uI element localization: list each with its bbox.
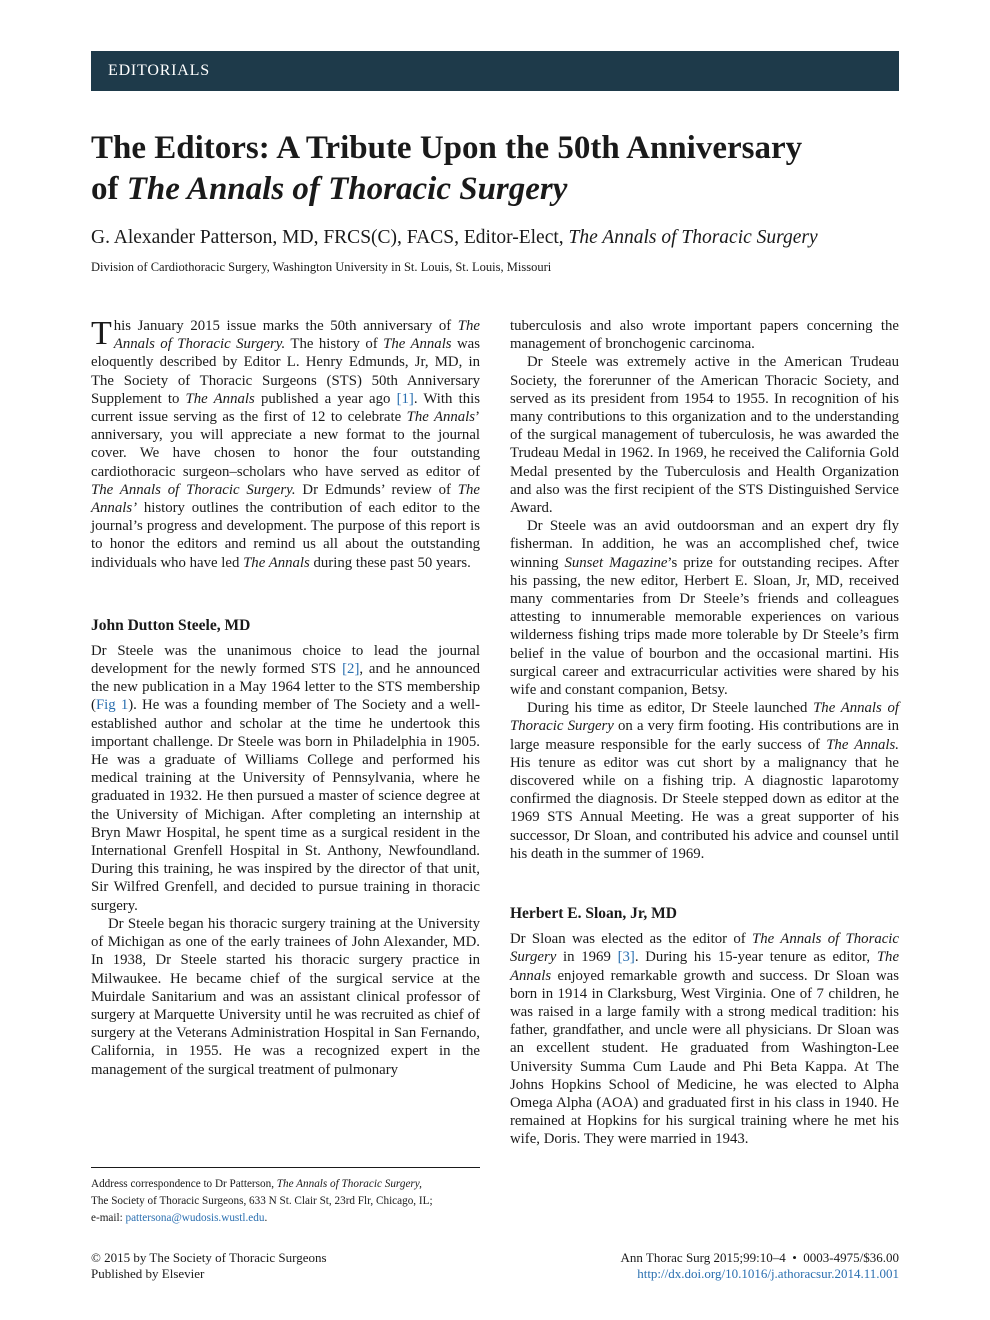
title-journal-name: The Annals of Thoracic Surgery (126, 171, 568, 207)
steele-paragraph-3: Dr Steele was extremely active in the American Trudeau Society, the forerunner of the American Thoracic Society, and served as its president from 1954 to 1955. In recognition of his many contributions to this organization and to the understanding of the surgical management of tuberculosis, he was awarded the Trudeau Medal in 1962. In 1969, he received the California Gold Medal presented by the Tuberculosis and Health Organization and also was the first recipient of the STS Distinguished Service Award. (510, 354, 899, 517)
steele-paragraph-1: Dr Steele was the unanimous choice to lead the journal development for the newly formed STS [2], and he announced the new publication in a May 1964 letter to the STS membership (Fig 1). He was a founding member of The Society and a well-established author and scholar at the time he undertook this important challenge. Dr Steele was born in Philadelphia in 1905. He was a graduate of Williams College and performed his medical training at the University of Pennsylvania, where he graduated in 1932. He then pursued a master of science degree at the University of Michigan. After completing an internship at Bryn Mawr Hospital, he spent time as a surgical resident in the International Grenfell Hospital in St. Anthony, Newfoundland. During this training, he was inspired by the director of that unit, Sir Wilfred Grenfell, and decided to pursue training in thoracic surgery. (91, 642, 481, 914)
section-banner: EDITORIALS (91, 51, 899, 91)
sloan-paragraph-1: Dr Sloan was elected as the editor of The Annals of Thoracic Surgery in 1969 [3]. During his 15-year tenure as editor, The Annals enjoyed remarkable growth and success. Dr Sloan was born in 1914 in Clarksburg, West Virginia. One of 7 children, he was raised in a large family with a strong medical tradition: his father, grandfather, and uncle were all physicians. Dr Sloan was an excellent student. He graduated from Washington-Lee University Summa Cum Laude and Phi Beta Kappa. At The Johns Hopkins School of Medicine, he was elected to Alpha Omega Alpha (AOA) and graduated first in his class in 1940. He remained at Hopkins for his surgical training where he met his wife, Doris. They were married in 1943. (510, 931, 900, 1148)
intro-paragraph: This January 2015 issue marks the 50th anniversary of The Annals of Thoracic Surgery. The history of The Annals was eloquently described by Editor L. Henry Edmunds, Jr, MD, in The Society of Thoracic Surgeons (STS) 50th Anniversary Supplement to The Annals published a year ago [1]. With this current issue serving as the first of 12 to celebrate The Annals’ anniversary, you will appreciate a new format to the journal cover. We have chosen to honor the four outstanding cardiothoracic surgeon–scholars who have served as editor of The Annals of Thoracic Surgery. Dr Edmunds’ review of The Annals’ history outlines the contribution of each editor to the journal’s progress and development. The purpose of this report is to honor the editors and remind us all about the outstanding individuals who have led The Annals during these past 50 years. (91, 315, 480, 571)
ref-link-2[interactable]: [2] (342, 661, 360, 678)
copyright-text: © 2015 by The Society of Thoracic Surgeons (91, 1250, 327, 1265)
publisher-text: Published by Elsevier (91, 1266, 205, 1281)
right-column (510, 317, 899, 1149)
section-heading-sloan: Herbert E. Sloan, Jr, MD (510, 905, 677, 923)
author-journal: The Annals of Thoracic Surgery (568, 227, 818, 248)
author-line (91, 225, 899, 251)
article-title (91, 128, 899, 210)
title-line-1: The Editors: A Tribute Upon the 50th Anniversary (91, 130, 803, 166)
citation-text: Ann Thorac Surg 2015;99:10–4 • 0003-4975/$36.00 (620, 1250, 899, 1265)
footer-left (91, 1250, 491, 1282)
ref-link-1[interactable]: [1] (396, 390, 414, 407)
steele-paragraph-2: Dr Steele began his thoracic surgery training at the University of Michigan as one of the early trainees of John Alexander, MD. In 1938, Dr Steele started his thoracic surgery practice in Milwaukee. He became chief of the surgical service at the Muirdale Sanitarium and was an assistant clinical professor of surgery at Marquette University until he was recruited as chief of surgery at the Veterans Administration Hospital in San Fernando, California, in 1955. He was a recognized expert in the management of the surgical treatment of pulmonary (91, 915, 480, 1078)
footnote-address: The Society of Thoracic Surgeons, 633 N St. Clair St, 23rd Flr, Chicago, IL; (91, 1194, 433, 1207)
footnote-period: . (264, 1211, 268, 1224)
left-column (91, 317, 480, 1079)
doi-link[interactable]: http://dx.doi.org/10.1016/j.athoracsur.2014.11.001 (637, 1266, 899, 1281)
footer-right (479, 1250, 899, 1282)
correspondence-email-link[interactable]: pattersona@wudosis.wustl.edu (125, 1211, 265, 1224)
steele-paragraph-2-continued: tuberculosis and also wrote important papers concerning the management of bronchogenic carcinoma. (510, 318, 899, 353)
drop-cap: T (91, 315, 112, 352)
footnote-journal: The Annals of Thoracic Surgery, (276, 1178, 422, 1190)
figure-link-1[interactable]: Fig 1 (95, 697, 129, 714)
steele-paragraph-4: Dr Steele was an avid outdoorsman and an expert dry fly fisherman. In addition, he was an accomplished chef, twice winning Sunset Magazine’s prize for outstanding recipes. After his passing, the new editor, Herbert E. Sloan, Jr, MD, received many commentaries from Dr Steele’s friends and colleagues attesting to innumerable memorable experiences on various wilderness fishing trips made more tolerable by Dr Steele’s firm belief in the value of bourbon and the occasional martini. His surgical career and extracurricular activities were shared by his wife and constant companion, Betsy. (510, 518, 899, 699)
ref-link-3[interactable]: [3] (617, 949, 635, 966)
footnote-address-prefix: Address correspondence to Dr Patterson, (91, 1178, 277, 1190)
correspondence-footnote (91, 1167, 480, 1226)
section-heading-steele: John Dutton Steele, MD (91, 616, 251, 634)
author-name: G. Alexander Patterson, MD, FRCS(C), FACS, Editor-Elect, (91, 227, 569, 248)
footnote-email-label: e-mail: (91, 1211, 126, 1224)
title-line-2-prefix: of (91, 171, 127, 207)
author-affiliation: Division of Cardiothoracic Surgery, Washington University in St. Louis, St. Louis, Missouri (91, 260, 552, 274)
steele-paragraph-5: During his time as editor, Dr Steele launched The Annals of Thoracic Surgery on a very firm footing. His contributions are in large measure responsible for the early success of The Annals. His tenure as editor was cut short by a malignancy that he discovered while on a fishing trip. A diagnostic laparotomy confirmed the diagnosis. Dr Steele stepped down as editor at the 1969 STS Annual Meeting. He was a great supporter of his successor, Dr Sloan, and contributed his advice and counsel until his death in the summer of 1969. (510, 700, 899, 862)
